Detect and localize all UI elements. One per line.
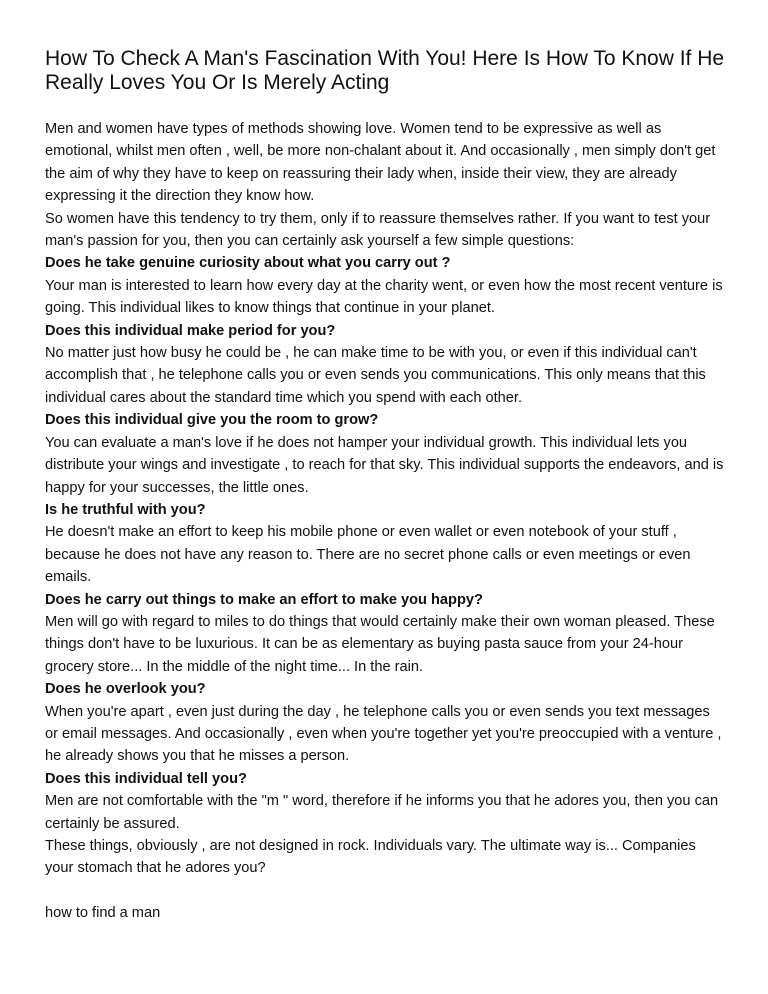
paragraph: He doesn't make an effort to keep his mobile phone or even wallet or even notebook of your stuff , because he does not have any reason to. There are no secret phone calls or even meetings or even emails. — [45, 524, 691, 586]
paragraph: You can evaluate a man's love if he does not hamper your individual growth. This individual lets you distribute your wings and investigate , to reach for that sky. This individual supports the endeavors, and is happy for your successes, the little ones. — [45, 434, 724, 496]
question-heading: Does he overlook you? — [45, 681, 206, 698]
question-heading: Does this individual make period for you? — [45, 322, 336, 339]
footer-keyword: how to find a man — [45, 905, 161, 921]
paragraph: Men and women have types of methods showing love. Women tend to be expressive as well as emotional, whilst men often , well, be more non-chalant about it. And occasionally , men simply don't get the aim of why they have to keep on reassuring their lady when, inside their view, they are already expressing it the direction they know how. — [45, 121, 716, 205]
article-body — [45, 118, 725, 880]
paragraph: Men are not comfortable with the "m " word, therefore if he informs you that he adores you, then you can certainly be assured. — [45, 793, 719, 832]
paragraph: These things, obviously , are not designed in rock. Individuals vary. The ultimate way is... Companies your stomach that he adores you? — [45, 838, 696, 877]
question-heading: Does this individual give you the room to grow? — [45, 412, 379, 429]
paragraph: When you're apart , even just during the day , he telephone calls you or even sends you text messages or email messages. And occasionally , even when you're together yet you're preoccupied with a venture , he already shows you that he misses a person. — [45, 703, 722, 765]
question-heading: Is he truthful with you? — [45, 501, 206, 518]
paragraph: Men will go with regard to miles to do things that would certainly make their own woman pleased. These things don't have to be luxurious. It can be as elementary as buying pasta sauce from your 24-hour grocery store... In the middle of the night time... In the rain. — [45, 613, 715, 675]
paragraph: Your man is interested to learn how every day at the charity went, or even how the most recent venture is going. This individual likes to know things that continue in your planet. — [45, 277, 723, 317]
question-heading: Does he carry out things to make an effort to make you happy? — [45, 591, 483, 608]
question-heading: Does he take genuine curiosity about what you carry out ? — [45, 255, 451, 272]
paragraph: No matter just how busy he could be , he can make time to be with you, or even if this individual can't accomplish that , he telephone calls you or even sends you communications. This only means that this individual cares about the standard time which you spend with each other. — [45, 345, 706, 406]
page-title: How To Check A Man's Fascination With You! Here Is How To Know If He Really Loves You Or Is Merely Acting — [45, 47, 725, 94]
question-heading: Does this individual tell you? — [45, 770, 247, 787]
paragraph: So women have this tendency to try them, only if to reassure themselves rather. If you want to test your man's passion for you, then you can certainly ask yourself a few simple questions: — [45, 210, 711, 250]
